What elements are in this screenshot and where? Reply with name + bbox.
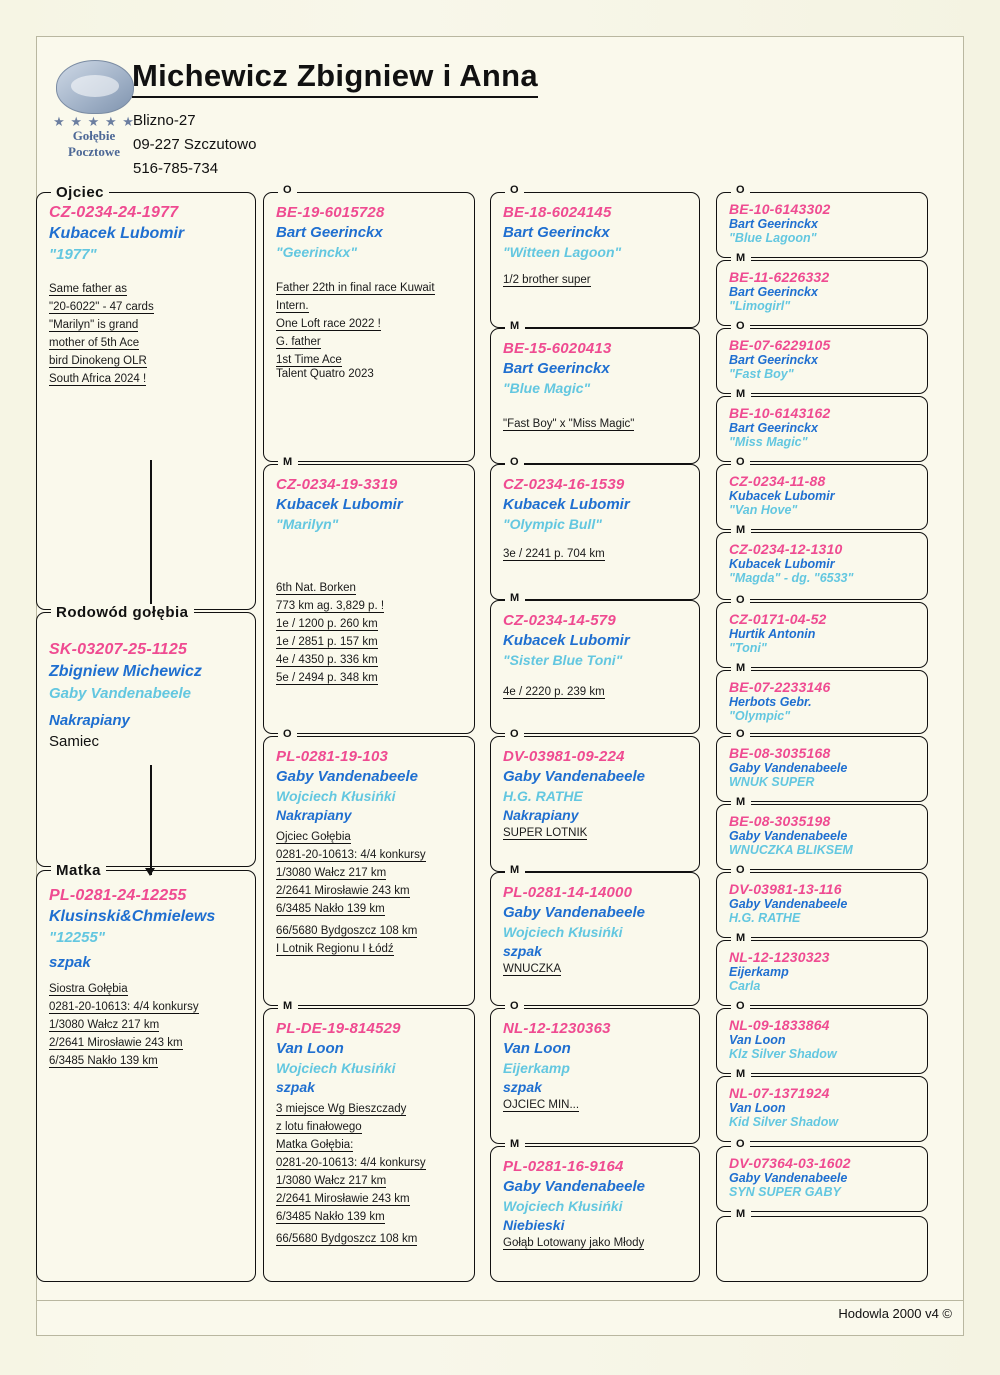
box-gen4-9[interactable] [716, 796, 928, 870]
mother-color: szpak [49, 954, 91, 971]
box-gen3-0[interactable] [490, 184, 700, 328]
gen4-8-owner: Gaby Vandenabeele [729, 761, 848, 775]
gen2-3-note-1: z lotu finałowego [276, 1121, 362, 1133]
gen4-13-nick: Kid Silver Shadow [729, 1115, 839, 1129]
father-note-2: "Marilyn" is grand [49, 319, 139, 331]
gen2-1-owner: Kubacek Lubomir [276, 496, 403, 513]
box-tag-gen4-1: M [731, 252, 751, 264]
gen2-2-note-3: 2/2641 Mirosławie 243 km [276, 885, 410, 897]
gen2-0-ring: BE-19-6015728 [276, 204, 385, 221]
gen4-7-ring: BE-07-2233146 [729, 679, 831, 695]
mother-owner: Klusinski&Chmielews [49, 908, 216, 925]
gen4-2-owner: Bart Geerinckx [729, 353, 818, 367]
mother-nick: "12255" [49, 929, 105, 946]
gen3-4-nick: H.G. RATHE [503, 788, 583, 804]
gen3-2-owner: Kubacek Lubomir [503, 496, 630, 513]
gen2-1-nick: "Marilyn" [276, 516, 339, 532]
box-gen3-5[interactable] [490, 864, 700, 1006]
gen2-0-note-2: One Loft race 2022 ! [276, 318, 381, 330]
box-gen2-2[interactable] [263, 728, 475, 1006]
gen3-4-note-0: SUPER LOTNIK [503, 827, 588, 839]
gen2-3-nick: Wojciech Kłusińki [276, 1060, 396, 1076]
gen4-10-owner: Gaby Vandenabeele [729, 897, 848, 911]
box-gen3-2[interactable] [490, 456, 700, 600]
gen2-0-owner: Bart Geerinckx [276, 224, 383, 241]
club-logo [48, 58, 140, 168]
gen3-2-note-0: 3e / 2241 p. 704 km [503, 548, 605, 560]
father-ring: CZ-0234-24-1977 [49, 204, 179, 221]
gen3-5-owner: Gaby Vandenabeele [503, 904, 646, 921]
gen2-3-note-3: 0281-20-10613: 4/4 konkursy [276, 1157, 426, 1169]
gen2-0-nick: "Geerinckx" [276, 244, 357, 260]
box-gen2-3[interactable] [263, 1000, 475, 1282]
gen3-6-owner: Van Loon [503, 1040, 571, 1057]
gen4-6-nick: "Toni" [729, 641, 767, 655]
gen4-6-owner: Hurtik Antonin [729, 627, 816, 641]
box-gen4-6[interactable] [716, 594, 928, 668]
logo-line-1: Gołębie [72, 128, 116, 143]
gen4-4-ring: CZ-0234-11-88 [729, 473, 826, 489]
box-tag-pedigree: Rodowód gołębia [51, 604, 194, 621]
box-gen4-1[interactable] [716, 252, 928, 326]
box-tag-gen4-14: O [731, 1138, 750, 1150]
gen3-2-ring: CZ-0234-16-1539 [503, 476, 625, 493]
box-tag-gen4-10: O [731, 864, 750, 876]
box-gen4-7[interactable] [716, 662, 928, 734]
mother-note-2: 1/3080 Wałcz 217 km [49, 1019, 160, 1031]
box-gen4-3[interactable] [716, 388, 928, 462]
gen2-3-note-0: 3 miejsce Wg Bieszczady [276, 1103, 407, 1115]
subject-strain: Gaby Vandenabeele [49, 685, 192, 702]
box-gen3-4[interactable] [490, 728, 700, 872]
gen4-13-ring: NL-07-1371924 [729, 1085, 830, 1101]
gen3-0-note-0: 1/2 brother super [503, 274, 591, 286]
father-note-1: "20-6022" - 47 cards [49, 301, 154, 313]
gen2-1-ring: CZ-0234-19-3319 [276, 476, 398, 493]
gen3-5-color: szpak [503, 943, 542, 959]
gen2-0-note-5: Talent Quatro 2023 [276, 368, 374, 380]
gen2-2-note-0: Ojciec Gołębia [276, 831, 351, 843]
gen3-5-nick: Wojciech Kłusińki [503, 924, 623, 940]
gen4-0-ring: BE-10-6143302 [729, 201, 831, 217]
father-note-5: South Africa 2024 ! [49, 373, 147, 385]
gen3-1-ring: BE-15-6020413 [503, 340, 612, 357]
mother-note-3: 2/2641 Mirosławie 243 km [49, 1037, 183, 1049]
box-father[interactable] [36, 184, 256, 610]
subject-ring: SK-03207-25-1125 [49, 641, 188, 658]
gen3-3-ring: CZ-0234-14-579 [503, 612, 616, 629]
box-gen2-1[interactable] [263, 456, 475, 734]
stars-icon: ★ ★ ★ ★ ★ [53, 114, 135, 129]
gen2-3-owner: Van Loon [276, 1040, 344, 1057]
box-gen3-3[interactable] [490, 592, 700, 734]
gen4-2-ring: BE-07-6229105 [729, 337, 831, 353]
gen4-1-nick: "Limogirl" [729, 299, 791, 313]
gen3-4-owner: Gaby Vandenabeele [503, 768, 646, 785]
box-tag-gen3-1: M [505, 320, 525, 332]
box-subject[interactable] [36, 604, 256, 867]
gen4-12-nick: Klz Silver Shadow [729, 1047, 837, 1061]
gen3-3-nick: "Sister Blue Toni" [503, 652, 623, 668]
box-gen4-14[interactable] [716, 1138, 928, 1212]
box-tag-gen3-6: O [505, 1000, 524, 1012]
gen2-1-note-1: 773 km ag. 3,829 p. ! [276, 600, 385, 612]
gen4-12-owner: Van Loon [729, 1033, 786, 1047]
gen3-0-ring: BE-18-6024145 [503, 204, 612, 221]
gen2-2-note-7: I Lotnik Regionu I Łódź [276, 943, 394, 955]
gen3-0-nick: "Witteen Lagoon" [503, 244, 622, 260]
box-tag-gen4-0: O [731, 184, 750, 196]
box-tag-gen3-7: M [505, 1138, 525, 1150]
gen4-4-owner: Kubacek Lubomir [729, 489, 835, 503]
gen3-7-color: Niebieski [503, 1217, 565, 1233]
gen4-11-owner: Eijerkamp [729, 965, 789, 979]
gen3-4-ring: DV-03981-09-224 [503, 748, 625, 765]
gen2-0-note-0: Father 22th in final race Kuwait [276, 282, 435, 294]
gen2-0-note-1: Intern. [276, 300, 309, 312]
box-tag-gen3-2: O [505, 456, 524, 468]
gen4-5-owner: Kubacek Lubomir [729, 557, 835, 571]
box-mother[interactable] [36, 862, 256, 1282]
box-gen4-10[interactable] [716, 864, 928, 938]
gen4-3-nick: "Miss Magic" [729, 435, 808, 449]
pigeon-icon [56, 60, 134, 114]
box-gen4-8[interactable] [716, 728, 928, 802]
gen3-4-color: Nakrapiany [503, 807, 579, 823]
gen4-8-ring: BE-08-3035168 [729, 745, 831, 761]
box-tag-gen2-3: M [278, 1000, 298, 1012]
box-tag-gen4-13: M [731, 1068, 751, 1080]
gen2-1-note-0: 6th Nat. Borken [276, 582, 356, 594]
box-tag-gen2-2: O [278, 728, 297, 740]
box-tag-father: Ojciec [51, 184, 109, 201]
gen2-2-owner: Gaby Vandenabeele [276, 768, 419, 785]
father-note-4: bird Dinokeng OLR [49, 355, 147, 367]
gen2-2-note-6: 66/5680 Bydgoszcz 108 km [276, 925, 418, 937]
father-nick: "1977" [49, 246, 97, 263]
gen3-6-nick: Eijerkamp [503, 1060, 570, 1076]
gen3-7-owner: Gaby Vandenabeele [503, 1178, 646, 1195]
gen3-1-nick: "Blue Magic" [503, 380, 591, 396]
gen4-12-ring: NL-09-1833864 [729, 1017, 830, 1033]
gen4-5-nick: "Magda" - dg. "6533" [729, 571, 854, 585]
gen2-3-note-8: 66/5680 Bydgoszcz 108 km [276, 1233, 418, 1245]
box-gen4-5[interactable] [716, 524, 928, 600]
gen3-1-note-0: "Fast Boy" x "Miss Magic" [503, 418, 635, 430]
box-tag-gen4-7: M [731, 662, 751, 674]
gen4-10-ring: DV-03981-13-116 [729, 881, 842, 897]
box-tag-gen4-8: O [731, 728, 750, 740]
box-tag-gen2-1: M [278, 456, 298, 468]
page-title: Michewicz Zbigniew i Anna [132, 58, 538, 98]
gen4-14-owner: Gaby Vandenabeele [729, 1171, 848, 1185]
gen2-3-note-6: 6/3485 Nakło 139 km [276, 1211, 385, 1223]
gen2-2-note-1: 0281-20-10613: 4/4 konkursy [276, 849, 426, 861]
gen4-9-ring: BE-08-3035198 [729, 813, 831, 829]
box-tag-gen3-4: O [505, 728, 524, 740]
gen4-1-owner: Bart Geerinckx [729, 285, 818, 299]
gen4-8-nick: WNUK SUPER [729, 775, 815, 789]
box-tag-gen4-3: M [731, 388, 751, 400]
gen3-3-owner: Kubacek Lubomir [503, 632, 630, 649]
gen2-2-note-2: 1/3080 Wałcz 217 km [276, 867, 387, 879]
box-gen4-13[interactable] [716, 1068, 928, 1142]
gen4-6-ring: CZ-0171-04-52 [729, 611, 827, 627]
gen4-0-nick: "Blue Lagoon" [729, 231, 817, 245]
gen2-1-note-3: 1e / 2851 p. 157 km [276, 636, 378, 648]
mother-ring: PL-0281-24-12255 [49, 887, 187, 904]
box-tag-gen4-5: M [731, 524, 751, 536]
mother-note-0: Siostra Gołębia [49, 983, 128, 995]
box-gen4-4[interactable] [716, 456, 928, 530]
gen4-5-ring: CZ-0234-12-1310 [729, 541, 843, 557]
box-tag-gen3-5: M [505, 864, 525, 876]
gen3-6-color: szpak [503, 1079, 542, 1095]
subject-owner: Zbigniew Michewicz [49, 663, 202, 680]
box-gen3-1[interactable] [490, 320, 700, 464]
box-gen3-7[interactable] [490, 1138, 700, 1282]
box-tag-gen4-2: O [731, 320, 750, 332]
father-owner: Kubacek Lubomir [49, 225, 185, 242]
gen2-3-ring: PL-DE-19-814529 [276, 1020, 401, 1037]
gen4-2-nick: "Fast Boy" [729, 367, 794, 381]
gen4-13-owner: Van Loon [729, 1101, 786, 1115]
box-gen4-2[interactable] [716, 320, 928, 394]
subject-color: Nakrapiany [49, 712, 130, 729]
gen2-1-note-2: 1e / 1200 p. 260 km [276, 618, 378, 630]
gen3-5-ring: PL-0281-14-14000 [503, 884, 633, 901]
box-tag-gen2-0: O [278, 184, 297, 196]
gen3-5-note-0: WNUCZKA [503, 963, 562, 975]
box-tag-gen4-11: M [731, 932, 751, 944]
box-gen3-6[interactable] [490, 1000, 700, 1144]
gen4-3-ring: BE-10-6143162 [729, 405, 831, 421]
mother-note-4: 6/3485 Nakło 139 km [49, 1055, 158, 1067]
gen3-3-note-0: 4e / 2220 p. 239 km [503, 686, 605, 698]
gen4-4-nick: "Van Hove" [729, 503, 798, 517]
gen2-1-note-5: 5e / 2494 p. 348 km [276, 672, 378, 684]
address-line-2: 09-227 Szczutowo [133, 136, 257, 153]
gen3-0-owner: Bart Geerinckx [503, 224, 610, 241]
gen4-9-owner: Gaby Vandenabeele [729, 829, 848, 843]
box-tag-gen4-6: O [731, 594, 750, 606]
gen4-7-owner: Herbots Gebr. [729, 695, 812, 709]
box-tag-gen3-3: M [505, 592, 525, 604]
gen4-14-nick: SYN SUPER GABY [729, 1185, 841, 1199]
box-gen2-0[interactable] [263, 184, 475, 462]
box-gen4-12[interactable] [716, 1000, 928, 1074]
gen2-3-color: szpak [276, 1079, 315, 1095]
gen4-7-nick: "Olympic" [729, 709, 791, 723]
gen2-3-note-4: 1/3080 Wałcz 217 km [276, 1175, 387, 1187]
gen3-7-ring: PL-0281-16-9164 [503, 1158, 624, 1175]
gen4-1-ring: BE-11-6226332 [729, 269, 830, 285]
box-gen4-11[interactable] [716, 932, 928, 1006]
gen2-3-note-2: Matka Gołębia: [276, 1139, 354, 1151]
address-line-1: Blizno-27 [133, 112, 196, 129]
gen2-1-note-4: 4e / 4350 p. 336 km [276, 654, 378, 666]
gen2-2-note-4: 6/3485 Nakło 139 km [276, 903, 385, 915]
gen3-1-owner: Bart Geerinckx [503, 360, 610, 377]
box-tag-gen4-12: O [731, 1000, 750, 1012]
gen4-9-nick: WNUCZKA BLIKSEM [729, 843, 853, 857]
gen3-7-nick: Wojciech Kłusińki [503, 1198, 623, 1214]
gen4-11-ring: NL-12-1230323 [729, 949, 830, 965]
father-note-0: Same father as [49, 283, 127, 295]
gen4-0-owner: Bart Geerinckx [729, 217, 818, 231]
box-tag-gen4-15: M [731, 1208, 751, 1220]
gen2-2-ring: PL-0281-19-103 [276, 748, 389, 765]
gen2-2-color: Nakrapiany [276, 807, 352, 823]
gen3-6-ring: NL-12-1230363 [503, 1020, 611, 1037]
gen4-3-owner: Bart Geerinckx [729, 421, 818, 435]
gen4-10-nick: H.G. RATHE [729, 911, 801, 925]
box-gen4-15[interactable] [716, 1208, 928, 1282]
father-note-3: mother of 5th Ace [49, 337, 140, 349]
subject-sex: Samiec [49, 733, 100, 750]
footer-divider [36, 1300, 964, 1301]
box-gen4-0[interactable] [716, 184, 928, 258]
footer-text: Hodowla 2000 v4 © [838, 1306, 952, 1321]
box-tag-gen3-0: O [505, 184, 524, 196]
gen2-0-note-4: 1st Time Ace [276, 354, 342, 366]
gen2-0-note-3: G. father [276, 336, 321, 348]
gen4-14-ring: DV-07364-03-1602 [729, 1155, 851, 1171]
gen3-6-note-0: OJCIEC MIN... [503, 1099, 580, 1111]
gen2-2-nick: Wojciech Kłusińki [276, 788, 396, 804]
gen2-3-note-5: 2/2641 Mirosławie 243 km [276, 1193, 410, 1205]
gen3-2-nick: "Olympic Bull" [503, 516, 602, 532]
box-tag-mother: Matka [51, 862, 106, 879]
logo-line-2: Pocztowe [68, 144, 120, 159]
box-tag-gen4-9: M [731, 796, 751, 808]
gen4-11-nick: Carla [729, 979, 761, 993]
box-tag-gen4-4: O [731, 456, 750, 468]
phone-number: 516-785-734 [133, 160, 219, 177]
mother-note-1: 0281-20-10613: 4/4 konkursy [49, 1001, 199, 1013]
gen3-7-note-0: Gołąb Lotowany jako Młody [503, 1237, 645, 1249]
